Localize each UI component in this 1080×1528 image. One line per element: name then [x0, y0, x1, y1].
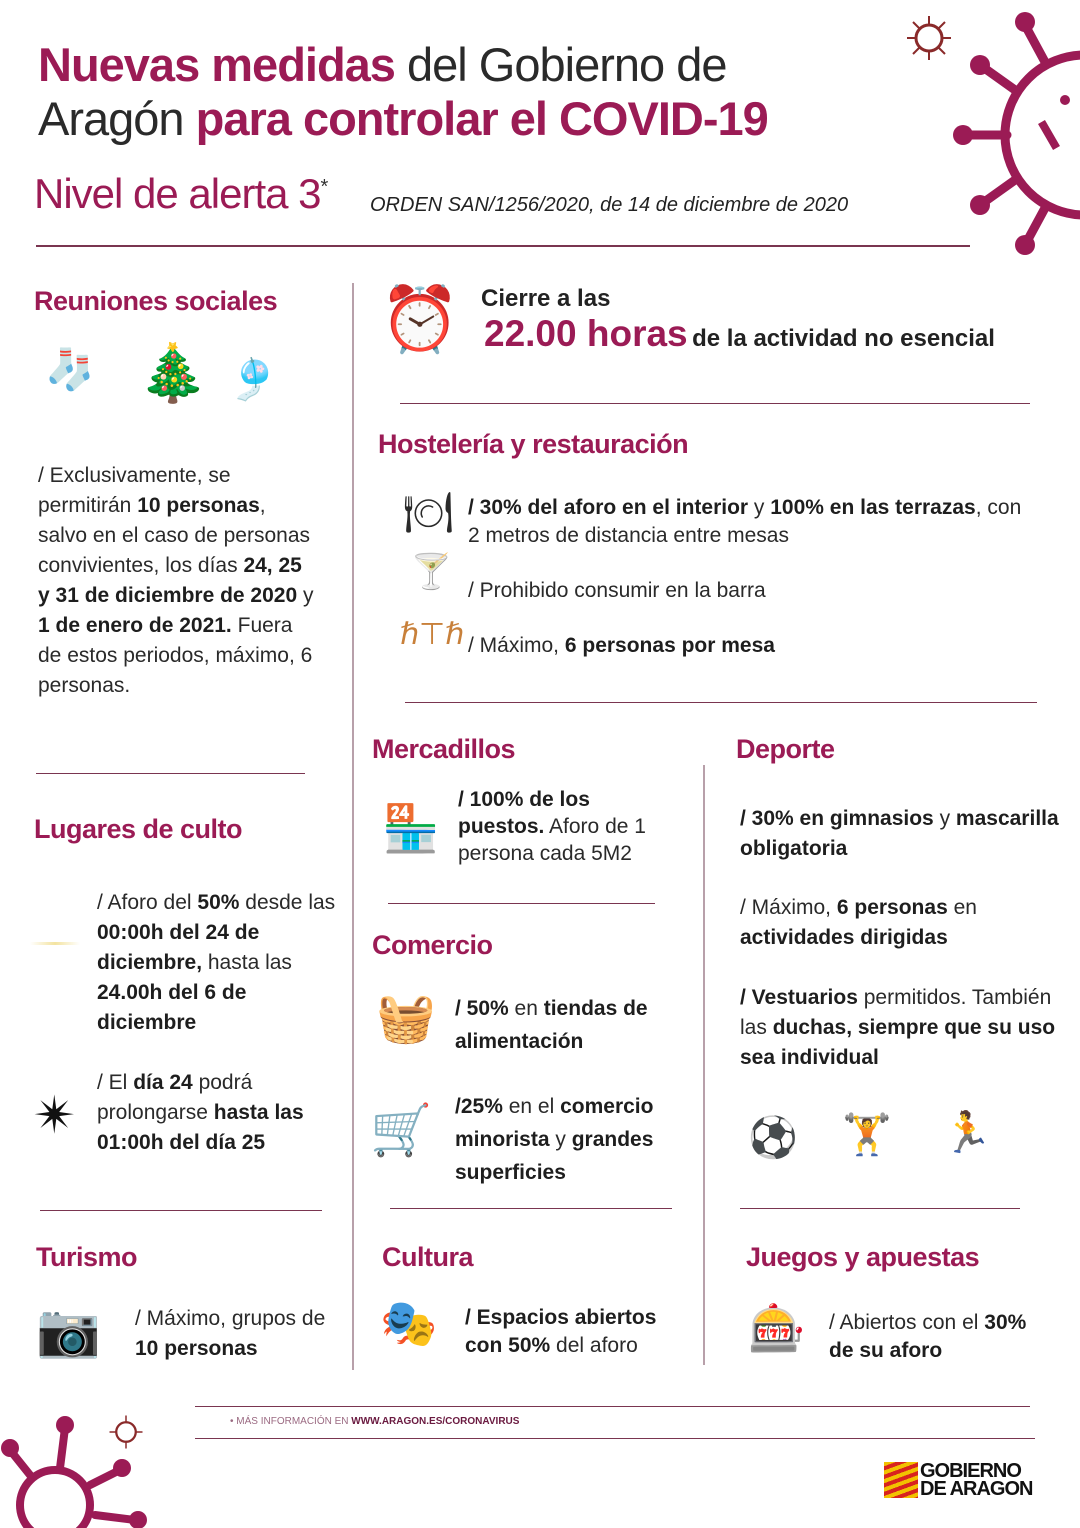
text-segment: en el [502, 1095, 561, 1118]
alarm-clock-icon: ⏰ [380, 283, 460, 355]
poker-chips-icon: 🎰 [748, 1302, 806, 1354]
bold-text: 00:00h del 24 de diciembre, [97, 921, 260, 974]
title-line-1 [38, 38, 768, 92]
bold-text: grandes superficies [455, 1128, 654, 1184]
bold-text: mascarilla obligatoria [740, 807, 1059, 860]
gobierno-aragon-logo [884, 1462, 1032, 1498]
divider [740, 1208, 1020, 1209]
food-cloche-icon: 🍽 [403, 491, 454, 535]
section-title-culto: Lugares de culto [34, 814, 243, 844]
asterisk: * [320, 176, 328, 198]
section-title-reuniones: Reuniones sociales [34, 286, 278, 316]
star-icon: ✴ [33, 1087, 77, 1145]
divider [405, 702, 1037, 703]
weightlifter-icon: 🏋 [842, 1113, 892, 1157]
bold-text: / 30% del aforo en el interior [468, 496, 749, 519]
more-info: • MÁS INFORMACIÓN EN WWW.ARAGON.ES/CORONAVIRUS [230, 1416, 520, 1427]
text-segment: / Exclusivamente, se permitirán [38, 464, 231, 517]
bold-text: 6 personas por mesa [564, 634, 775, 657]
bold-text: / 30% en gimnasios [740, 807, 934, 830]
text-segment: / El [97, 1071, 134, 1094]
bold-text: 6 personas [836, 896, 948, 919]
cocktail-icon: 🍸 [410, 553, 453, 591]
bold-text: Nuevas medidas [38, 38, 395, 91]
divider [36, 773, 305, 774]
divider [36, 245, 970, 247]
bold-text: para controlar el COVID-19 [195, 92, 768, 145]
section-title-comercio: Comercio [372, 930, 493, 960]
small-virus-icon [108, 1414, 144, 1450]
runner-icon: 🏃 [942, 1111, 992, 1155]
grocery-basket-icon: 🧺 [376, 992, 436, 1045]
logo-line-2: DE ARAGON [920, 1478, 1033, 1500]
christmas-ornaments-icon: 🎐 [228, 358, 278, 402]
text-segment: permitidos. También las [740, 986, 1052, 1039]
market-stall-icon: 🏪 [382, 802, 440, 854]
text-segment: / Máximo, [468, 634, 565, 657]
section-title-cultura: Cultura [382, 1242, 473, 1272]
bold-text: 30% de su aforo [829, 1311, 1027, 1362]
bold-text: día 24 [133, 1071, 193, 1094]
column-divider [352, 283, 354, 1370]
comercio-item [455, 992, 695, 1058]
text-segment: y [933, 807, 956, 830]
divider [40, 1210, 322, 1211]
alert-level [34, 170, 327, 218]
text-segment: desde las [239, 891, 336, 914]
hosteleria-item [468, 631, 1028, 661]
section-title-deporte: Deporte [736, 734, 835, 764]
bold-text: 50% [197, 891, 240, 914]
bold-text: 10 personas [135, 1337, 258, 1360]
text-segment: del Gobierno de [394, 38, 727, 91]
shopping-cart-icon: 🛒 [370, 1102, 433, 1158]
divider [388, 903, 655, 904]
deporte-item [740, 804, 1060, 864]
juegos-text [829, 1309, 1029, 1365]
text-segment: , con 2 metros de distancia entre mesas [468, 496, 1022, 547]
text-segment: , salvo en el caso de personas convivientes, los días [38, 494, 311, 577]
text-segment: hasta las [202, 951, 292, 974]
text-segment: Fuera de estos periodos, máximo, 6 personas. [38, 614, 313, 697]
bold-text: hasta las 01:00h del día 25 [97, 1101, 304, 1154]
section-title-hosteleria: Hostelería y restauración [378, 429, 689, 459]
turismo-text [135, 1304, 335, 1364]
theater-masks-icon: 🎭 [380, 1297, 438, 1349]
table-chairs-icon: ℏ⊤ℏ [400, 618, 465, 651]
logo-line-1: GOBIERNO [920, 1460, 1021, 1482]
page-title [38, 38, 768, 146]
closing-line2 [484, 313, 995, 355]
closing-line1: Cierre a las [481, 285, 611, 312]
bold-text: / Vestuarios [740, 986, 858, 1009]
bold-text: 24.00h del 6 de diciembre [97, 981, 247, 1034]
text-segment: / Aforo del [97, 891, 198, 914]
hosteleria-item [468, 494, 1038, 550]
deporte-item [740, 893, 1060, 953]
culto-text-1 [97, 888, 345, 1038]
text-segment: / Abiertos con el [829, 1311, 985, 1334]
culto-text-2 [97, 1068, 337, 1158]
virus-icon [945, 0, 1080, 260]
bold-text: comercio minorista [455, 1095, 654, 1151]
section-title-mercadillos: Mercadillos [372, 734, 516, 764]
title-line-2 [38, 92, 768, 146]
christmas-stocking-icon: 🧦 [45, 348, 95, 392]
section-title-turismo: Turismo [36, 1242, 138, 1272]
divider [195, 1406, 1030, 1407]
soccer-ball-icon: ⚽ [748, 1116, 798, 1160]
text-segment: / Prohibido consumir en la barra [468, 579, 766, 602]
text-segment: Aragón [38, 92, 196, 145]
bold-text: / Espacios abiertos con 50% [465, 1306, 657, 1357]
text-segment: en [947, 896, 977, 919]
bold-text: duchas, siempre que su uso sea individual [740, 1016, 1056, 1069]
bold-text: 100% en las terrazas [770, 496, 976, 519]
bold-text: tiendas de alimentación [455, 997, 648, 1053]
website-link[interactable]: WWW.ARAGON.ES/CORONAVIRUS [351, 1416, 520, 1427]
divider [400, 403, 1030, 404]
bold-text: / 50% [455, 997, 509, 1020]
cultura-text [465, 1304, 695, 1360]
aragon-flag-icon [884, 1462, 918, 1498]
bold-text: / 100% de los puestos. [458, 788, 590, 838]
order-reference: ORDEN SAN/1256/2020, de 14 de diciembre de 2020 [370, 194, 849, 216]
camera-icon: 📷 [36, 1302, 101, 1360]
small-virus-icon [905, 14, 953, 62]
closing-rest: de la actividad no esencial [692, 325, 995, 352]
bold-text: 24, 25 y 31 de diciembre de 2020 [38, 554, 302, 607]
more-info-label: MÁS INFORMACIÓN EN [236, 1416, 352, 1427]
bold-text: 10 personas [137, 494, 260, 517]
deporte-item [740, 983, 1070, 1073]
text-segment: del aforo [550, 1334, 638, 1357]
text-segment: y [297, 584, 314, 607]
text-segment: en [508, 997, 544, 1020]
text-segment: y [549, 1128, 572, 1151]
text-segment: / Máximo, grupos de [135, 1307, 326, 1330]
christmas-tree-icon: 🎄 [138, 341, 208, 404]
divider [390, 1208, 672, 1209]
text-segment: Aforo de 1 persona cada 5M2 [458, 815, 646, 865]
divider [195, 1438, 1035, 1439]
text-segment: podrá prolongarse [97, 1071, 253, 1124]
mercadillos-text [458, 786, 678, 867]
sparkle-icon [30, 942, 80, 945]
text-segment: y [748, 496, 771, 519]
text-segment: / Máximo, [740, 896, 837, 919]
bold-text: 1 de enero de 2021. [38, 614, 232, 637]
section-title-juegos: Juegos y apuestas [746, 1242, 980, 1272]
hosteleria-item [468, 576, 1028, 606]
bold-text: actividades dirigidas [740, 926, 948, 949]
alert-level-text: Nivel de alerta 3 [34, 170, 321, 217]
column-divider [703, 765, 705, 1365]
comercio-item [455, 1090, 700, 1189]
closing-time: 22.00 horas [484, 313, 688, 354]
bold-text: /25% [455, 1095, 503, 1118]
reuniones-text [38, 461, 318, 701]
